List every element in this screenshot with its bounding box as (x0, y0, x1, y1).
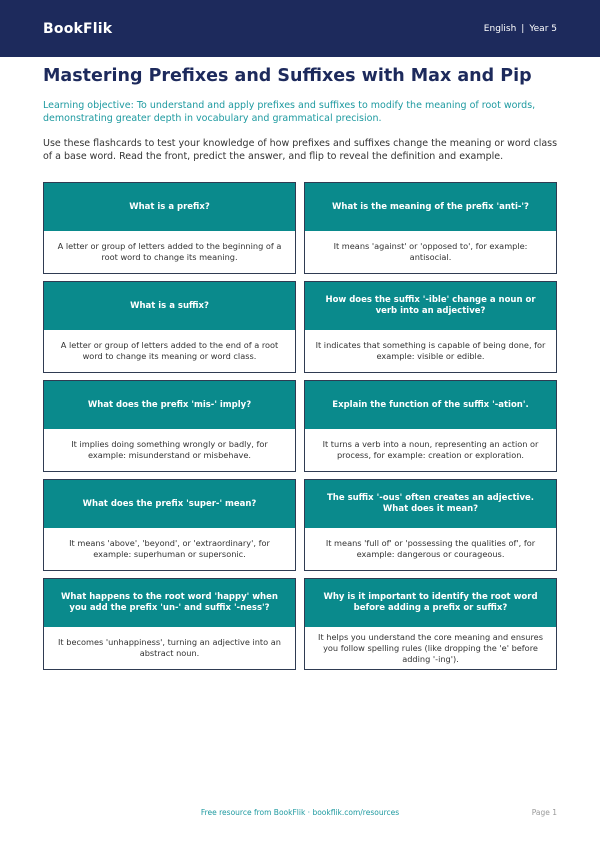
flashcard-front: What does the prefix 'mis-' imply? (44, 381, 295, 429)
flashcard-back: It means 'full of' or 'possessing the qualities of', for example: dangerous or courageous. (325, 538, 536, 559)
flashcard-back: It indicates that something is capable of being done, for example: visible or edible. (315, 340, 546, 361)
year-label: Year 5 (529, 23, 557, 34)
flashcard[interactable] (304, 380, 557, 472)
flashcard-back: It means 'against' or 'opposed to', for example: antisocial. (333, 241, 528, 262)
flashcard-back: A letter or group of letters added to the end of a root word to change its meaning or word class. (60, 340, 279, 361)
flashcard-back: It implies doing something wrongly or badly, for example: misunderstand or misbehave. (71, 439, 268, 460)
flashcard[interactable] (43, 182, 296, 274)
header-bar (0, 0, 600, 57)
footer-resource-link[interactable]: Free resource from BookFlik · bookflik.com/resources (200, 808, 400, 817)
flashcard[interactable] (304, 281, 557, 373)
flashcard-front: Explain the function of the suffix '-ation'. (305, 381, 556, 429)
flashcard[interactable] (304, 479, 557, 571)
brand-logo[interactable]: BookFlik (43, 20, 113, 37)
intro-text: Use these flashcards to test your knowledge of how prefixes and suffixes change the meaning or word class of a base word. Read the front, predict the answer, and flip to reveal the definition and example. (43, 138, 558, 162)
flashcard[interactable] (43, 479, 296, 571)
learning-objective: Learning objective: To understand and apply prefixes and suffixes to modify the meaning of root words, demonstrating greater depth in vocabulary and grammatical precision. (43, 100, 536, 124)
flashcard-grid (43, 182, 557, 670)
flashcard-front: What is a prefix? (44, 183, 295, 231)
flashcard-back: It becomes 'unhappiness', turning an adjective into an abstract noun. (58, 637, 281, 658)
flashcard-front: What happens to the root word 'happy' when you add the prefix 'un-' and suffix '-ness'? (44, 579, 295, 627)
flashcard[interactable] (43, 578, 296, 670)
flashcard-front: What is a suffix? (44, 282, 295, 330)
subject-label: English (483, 23, 517, 34)
meta-separator: | (521, 23, 525, 34)
flashcard-front: The suffix '-ous' often creates an adjective. What does it mean? (305, 480, 556, 528)
flashcard[interactable] (304, 182, 557, 274)
flashcard-front: What is the meaning of the prefix 'anti-'? (305, 183, 556, 231)
flashcard[interactable] (43, 380, 296, 472)
flashcard-front: How does the suffix '-ible' change a noun or verb into an adjective? (305, 282, 556, 330)
flashcard-front: Why is it important to identify the root word before adding a prefix or suffix? (305, 579, 556, 627)
flashcard-back: It means 'above', 'beyond', or 'extraordinary', for example: superhuman or supersonic. (69, 538, 270, 559)
page-number: Page 1 (531, 808, 557, 817)
flashcard-back: It helps you understand the core meaning and ensures you follow spelling rules (like dropping the 'e' before adding '-ing'). (318, 631, 543, 664)
flashcard-back: It turns a verb into a noun, representing an action or process, for example: creation or exploration. (322, 439, 539, 460)
flashcard[interactable] (304, 578, 557, 670)
flashcard-front: What does the prefix 'super-' mean? (44, 480, 295, 528)
flashcard[interactable] (43, 281, 296, 373)
header-meta (484, 24, 557, 34)
flashcard-back: A letter or group of letters added to the beginning of a root word to change its meaning. (57, 241, 282, 262)
page-title: Mastering Prefixes and Suffixes with Max and Pip (43, 66, 532, 86)
